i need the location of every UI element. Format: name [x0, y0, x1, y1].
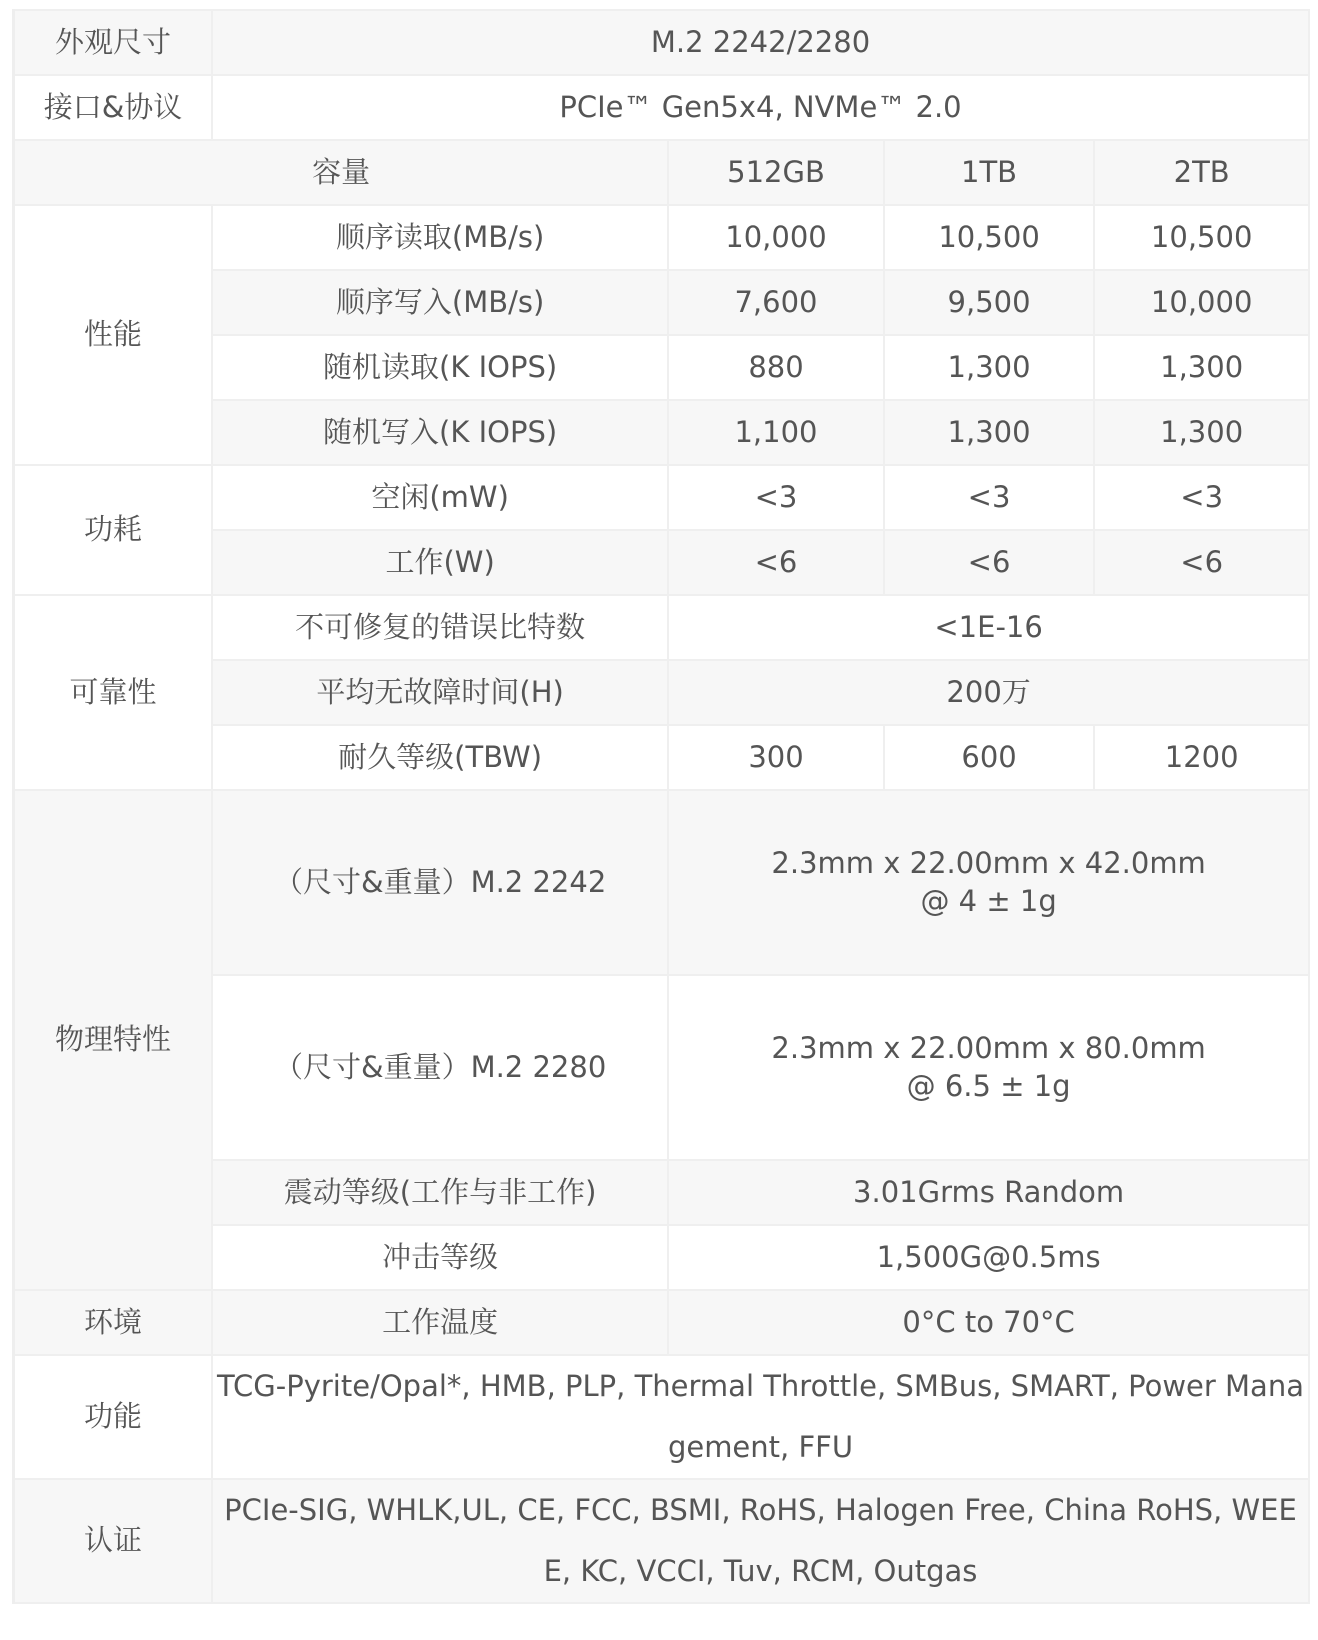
row-uber	[14, 595, 1310, 660]
capacity-1tb: 1TB	[884, 140, 1095, 205]
tbw-1tb: 600	[884, 725, 1095, 790]
row-m2242-dimensions	[14, 790, 1310, 975]
temperature-value: 0°C to 70°C	[668, 1290, 1309, 1355]
m2242-dimensions: 2.3mm x 22.00mm x 42.0mm	[771, 845, 1206, 880]
uber-value: <1E-16	[668, 595, 1309, 660]
capacity-512gb: 512GB	[668, 140, 884, 205]
row-capacity	[14, 140, 1310, 205]
power-active-2tb: <6	[1094, 530, 1309, 595]
tbw-2tb: 1200	[1094, 725, 1309, 790]
power-idle-1tb: <3	[884, 465, 1095, 530]
row-certifications	[14, 1479, 1310, 1603]
capacity-label: 容量	[14, 140, 669, 205]
row-interface	[14, 75, 1310, 140]
mtbf-label: 平均无故障时间(H)	[212, 660, 668, 725]
row-features	[14, 1355, 1310, 1479]
power-active-1tb: <6	[884, 530, 1095, 595]
shock-label: 冲击等级	[212, 1225, 668, 1290]
ssd-spec-table	[12, 9, 1310, 1604]
seq-write-label: 顺序写入(MB/s)	[212, 270, 668, 335]
features-value: TCG-Pyrite/Opal*, HMB, PLP, Thermal Throttle, SMBus, SMART, Power Management, FFU	[212, 1355, 1309, 1479]
power-idle-512gb: <3	[668, 465, 884, 530]
interface-value: PCIe™ Gen5x4, NVMe™ 2.0	[212, 75, 1309, 140]
rand-write-label: 随机写入(K IOPS)	[212, 400, 668, 465]
mtbf-value: 200万	[668, 660, 1309, 725]
power-active-label: 工作(W)	[212, 530, 668, 595]
seq-write-2tb: 10,000	[1094, 270, 1309, 335]
m2280-value	[668, 975, 1309, 1160]
m2280-label: （尺寸&重量）M.2 2280	[212, 975, 668, 1160]
power-label: 功耗	[14, 465, 213, 595]
power-idle-label: 空闲(mW)	[212, 465, 668, 530]
spec-table-container	[12, 9, 1310, 1604]
power-idle-2tb: <3	[1094, 465, 1309, 530]
row-form-factor	[14, 10, 1310, 75]
row-power-idle	[14, 465, 1310, 530]
row-environment	[14, 1290, 1310, 1355]
tbw-label: 耐久等级(TBW)	[212, 725, 668, 790]
temperature-label: 工作温度	[212, 1290, 668, 1355]
rand-read-2tb: 1,300	[1094, 335, 1309, 400]
seq-read-1tb: 10,500	[884, 205, 1095, 270]
seq-read-512gb: 10,000	[668, 205, 884, 270]
vibration-value: 3.01Grms Random	[668, 1160, 1309, 1225]
performance-label: 性能	[14, 205, 213, 465]
m2280-dimensions: 2.3mm x 22.00mm x 80.0mm	[771, 1030, 1206, 1065]
capacity-2tb: 2TB	[1094, 140, 1309, 205]
m2280-weight: @ 6.5 ± 1g	[906, 1068, 1071, 1103]
tbw-512gb: 300	[668, 725, 884, 790]
seq-write-512gb: 7,600	[668, 270, 884, 335]
uber-label: 不可修复的错误比特数	[212, 595, 668, 660]
m2242-label: （尺寸&重量）M.2 2242	[212, 790, 668, 975]
environment-label: 环境	[14, 1290, 213, 1355]
rand-read-512gb: 880	[668, 335, 884, 400]
row-seq-read	[14, 205, 1310, 270]
reliability-label: 可靠性	[14, 595, 213, 790]
m2242-weight: @ 4 ± 1g	[920, 883, 1057, 918]
m2242-value	[668, 790, 1309, 975]
rand-write-1tb: 1,300	[884, 400, 1095, 465]
rand-read-label: 随机读取(K IOPS)	[212, 335, 668, 400]
power-active-512gb: <6	[668, 530, 884, 595]
form-factor-value: M.2 2242/2280	[212, 10, 1309, 75]
seq-read-2tb: 10,500	[1094, 205, 1309, 270]
seq-read-label: 顺序读取(MB/s)	[212, 205, 668, 270]
seq-write-1tb: 9,500	[884, 270, 1095, 335]
vibration-label: 震动等级(工作与非工作)	[212, 1160, 668, 1225]
rand-write-2tb: 1,300	[1094, 400, 1309, 465]
interface-label: 接口&协议	[14, 75, 213, 140]
form-factor-label: 外观尺寸	[14, 10, 213, 75]
shock-value: 1,500G@0.5ms	[668, 1225, 1309, 1290]
physical-label: 物理特性	[14, 790, 213, 1290]
rand-write-512gb: 1,100	[668, 400, 884, 465]
certifications-label: 认证	[14, 1479, 213, 1603]
rand-read-1tb: 1,300	[884, 335, 1095, 400]
certifications-value: PCIe-SIG, WHLK,UL, CE, FCC, BSMI, RoHS, Halogen Free, China RoHS, WEEE, KC, VCCI, Tuv, RCM, Outgas	[212, 1479, 1309, 1603]
features-label: 功能	[14, 1355, 213, 1479]
